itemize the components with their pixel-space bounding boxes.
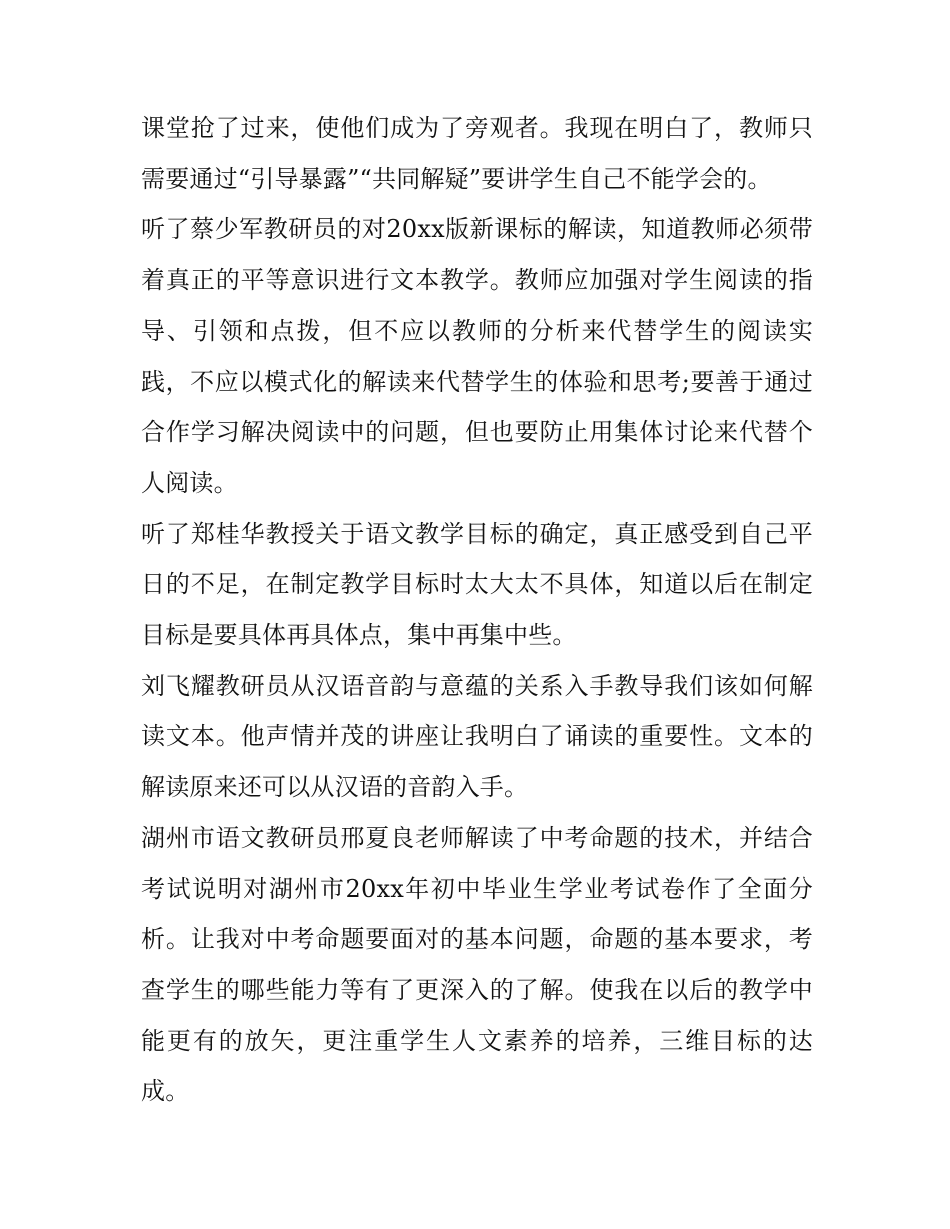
document-page <box>141 103 813 1117</box>
paragraph-5: 湖州市语文教研员邢夏良老师解读了中考命题的技术，并结合考试说明对湖州市20xx年初中毕业生学业考试卷作了全面分析。让我对中考命题要面对的基本问题，命题的基本要求，考查学生的哪些能力等有了更深入的了解。使我在以后的教学中能更有的放矢，更注重学生人文素养的培养，三维目标的达成。 <box>141 823 813 1106</box>
paragraph-4: 刘飞耀教研员从汉语音韵与意蕴的关系入手教导我们该如何解读文本。他声情并茂的讲座让我明白了诵读的重要性。文本的解读原来还可以从汉语的音韵入手。 <box>141 671 813 802</box>
paragraph-3: 听了郑桂华教授关于语文教学目标的确定，真正感受到自己平日的不足，在制定教学目标时太大太不具体，知道以后在制定目标是要具体再具体点，集中再集中些。 <box>141 519 813 650</box>
paragraph-1: 课堂抢了过来，使他们成为了旁观者。我现在明白了，教师只需要通过“引导暴露”“共同解疑”要讲学生自己不能学会的。 <box>141 114 813 193</box>
paragraph-2: 听了蔡少军教研员的对20xx版新课标的解读，知道教师必须带着真正的平等意识进行文本教学。教师应加强对学生阅读的指导、引领和点拨，但不应以教师的分析来代替学生的阅读实践，不应以模式化的解读来代替学生的体验和思考;要善于通过合作学习解决阅读中的问题，但也要防止用集体讨论来代替个人阅读。 <box>141 215 813 497</box>
